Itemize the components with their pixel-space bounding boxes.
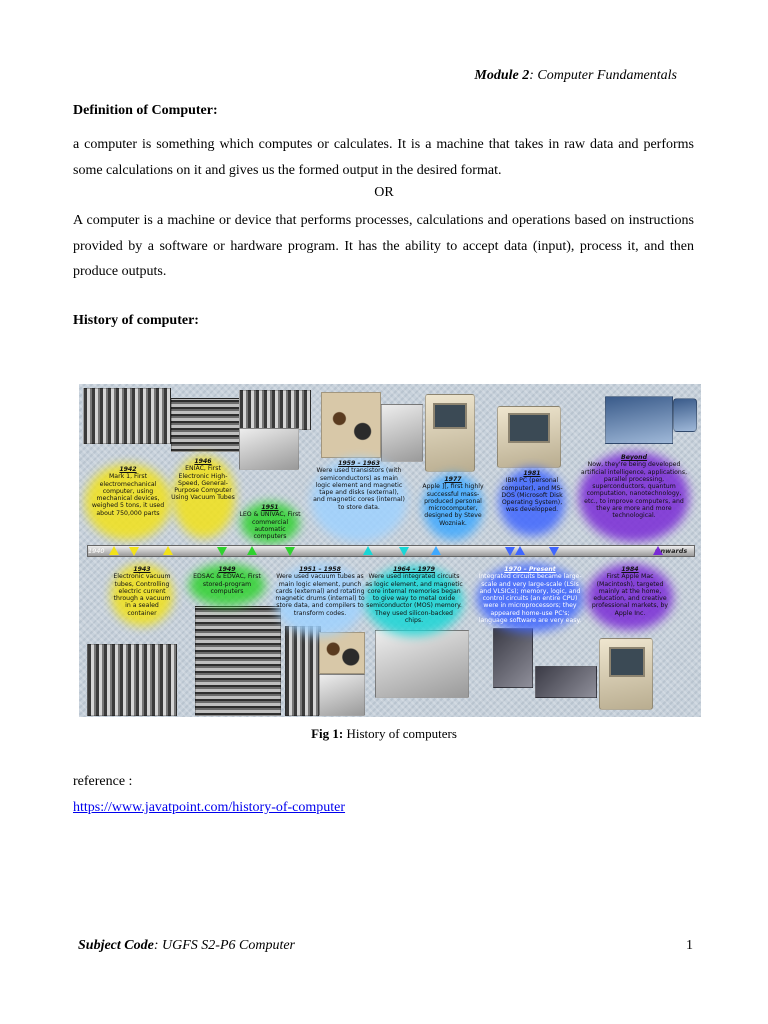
- event-description: First Apple Mac (Macintosh), targeted mainly at the home, education, and creative professional markets, by Apple Inc.: [591, 573, 669, 617]
- event-year: 1964 – 1979: [393, 566, 435, 573]
- caption-text: History of computers: [343, 726, 457, 741]
- event-year: 1959 – 1963: [338, 460, 380, 467]
- or-separator: OR: [374, 185, 394, 200]
- mark1-photo: [83, 388, 171, 444]
- subject-code-value: : UGFS S2-P6 Computer: [153, 938, 295, 953]
- event-description: Were used transistors (with semiconductors) as main logic element and magnetic tape and disks (external), and magnetic cores (internal) to store data.: [313, 467, 405, 511]
- history-timeline-figure: [79, 384, 701, 717]
- leo-photo: [239, 428, 299, 470]
- ibm-pc-photo: [497, 406, 561, 468]
- macintosh-photo: [599, 638, 653, 710]
- marker-1949: [217, 547, 227, 556]
- event-description: Apple ][, first highly successful mass-produced personal microcomputer, designed by Steve Wozniak.: [422, 483, 484, 527]
- event-year: 1943: [133, 566, 151, 573]
- event-year: 1981: [523, 470, 541, 477]
- cpu-chip-photo: [535, 666, 597, 698]
- event-description: Integrated circuits became large-scale and very large-scale (LSIs and VLSICs); memory, logic, and control circuits (an entire CPU) were in microprocessors; they appeared home-use PC's; language software are very easy.: [478, 573, 582, 625]
- page-number: 1: [686, 938, 693, 953]
- history-heading: History of computer:: [73, 313, 199, 328]
- apple-ii-photo: [425, 394, 475, 472]
- module-title: : Computer Fundamentals: [529, 68, 677, 83]
- vacuum-tubes-photo: [319, 632, 365, 674]
- event-1984: [587, 566, 673, 617]
- module-label: Module 2: [474, 68, 530, 83]
- timeline-end-label: Onwards: [655, 547, 688, 555]
- event-year: 1951: [261, 504, 279, 511]
- smartwatch-photo: [673, 398, 697, 432]
- timeline-bar: [87, 545, 695, 557]
- marker-1984: [549, 547, 559, 556]
- eniac-photo: [171, 398, 241, 452]
- event-year: Beyond: [620, 454, 648, 461]
- edsac-photo: [195, 606, 281, 716]
- vacuum-tube-computer-photo: [87, 644, 177, 716]
- marker-1943: [129, 547, 139, 556]
- event-1949: [187, 566, 267, 595]
- marker-1970: [505, 547, 515, 556]
- event-1951: [239, 504, 301, 540]
- event-year: 1951 – 1958: [299, 566, 341, 573]
- marker-1951-1958: [285, 547, 295, 556]
- event-description: LEO & UNIVAC, First commercial automatic computers: [239, 511, 301, 541]
- event-description: Electronic vacuum tubes, Controlling electric current through a vacuum in a sealed container: [113, 573, 171, 617]
- page-footer: [78, 938, 295, 954]
- event-description: ENIAC, First Electronic High-Speed, General-Purpose Computer Using Vacuum Tubes: [171, 465, 235, 502]
- marker-1959: [363, 546, 373, 555]
- modern-devices-photo: [605, 396, 673, 444]
- event-year: 1946: [194, 458, 212, 465]
- event-year: 1970 – Present: [504, 566, 556, 573]
- event-year: 1942: [119, 466, 137, 473]
- microprocessor-photo: [493, 628, 533, 688]
- event-description: Mark 1, First electromechanical computer, using mechanical devices, weighed 5 tons, it used about 750,000 parts: [91, 473, 165, 517]
- event-description: Were used integrated circuits as logic element, and magnetic core internal memories began to give way to metal oxide semiconductor (MOS) memory. They used silicon-backed chips.: [365, 573, 463, 625]
- marker-beyond: [653, 546, 663, 555]
- event-description: EDSAC & EDVAC, First stored-program computers: [193, 573, 261, 595]
- event-1942: [85, 466, 171, 517]
- event-1951-1958: [275, 566, 365, 617]
- event-1946: [171, 458, 235, 502]
- page-header: [474, 68, 677, 84]
- caption-label: Fig 1:: [311, 726, 344, 741]
- event-year: 1984: [621, 566, 639, 573]
- marker-1951: [247, 546, 257, 555]
- definition-heading: Definition of Computer:: [73, 103, 218, 118]
- figure-caption: [0, 726, 768, 742]
- marker-1942: [109, 546, 119, 555]
- definition-paragraph-2: A computer is a machine or device that performs processes, calculations and operations based on instructions provided by a software or hardware program. It has the ability to accept data (input), process it, and then produce outputs.: [73, 213, 694, 279]
- event-1959-1963: [313, 460, 405, 511]
- event-beyond: [579, 454, 689, 520]
- marker-1946: [163, 546, 173, 555]
- reference-label: reference :: [73, 774, 133, 789]
- marker-1981: [515, 546, 525, 555]
- marker-1977: [431, 546, 441, 555]
- event-description: Were used vacuum tubes as main logic element, punch cards (external) and rotating magnetic drums (internal) to store data, and compilers to transform codes.: [275, 573, 365, 617]
- event-1977: [419, 476, 487, 527]
- event-1981: [499, 470, 565, 514]
- transistor-photo: [321, 392, 381, 458]
- event-1943: [113, 566, 171, 617]
- event-description: Now, they're being developed artificial intelligence, applications, parallel processing, superconductors, quantum computation, nanotechnology, etc., to improve computers, and they are more and more technological.: [580, 461, 688, 520]
- event-year: 1949: [218, 566, 236, 573]
- integrated-circuit-photo: [375, 630, 469, 698]
- magnetic-tape-photo: [381, 404, 423, 462]
- event-description: IBM PC (personal computer), and MS-DOS (Microsoft Disk Operating System), was developped.: [501, 477, 563, 514]
- marker-1964: [399, 547, 409, 556]
- definition-paragraph-1: a computer is something which computes or calculates. It is a machine that takes in raw data and performs some calculations on it and gives us the formed output in the desired format.: [73, 137, 694, 178]
- event-year: 1977: [444, 476, 462, 483]
- reference-link[interactable]: https://www.javatpoint.com/history-of-computer: [73, 800, 346, 815]
- punch-card-photo: [319, 674, 365, 716]
- univac-photo: [239, 390, 311, 430]
- event-1964-1979: [365, 566, 463, 624]
- subject-code-label: Subject Code: [78, 938, 154, 953]
- magnetic-drum-photo: [285, 626, 321, 716]
- timeline-start-label: 1940: [88, 547, 105, 555]
- event-1970-present: [477, 566, 583, 624]
